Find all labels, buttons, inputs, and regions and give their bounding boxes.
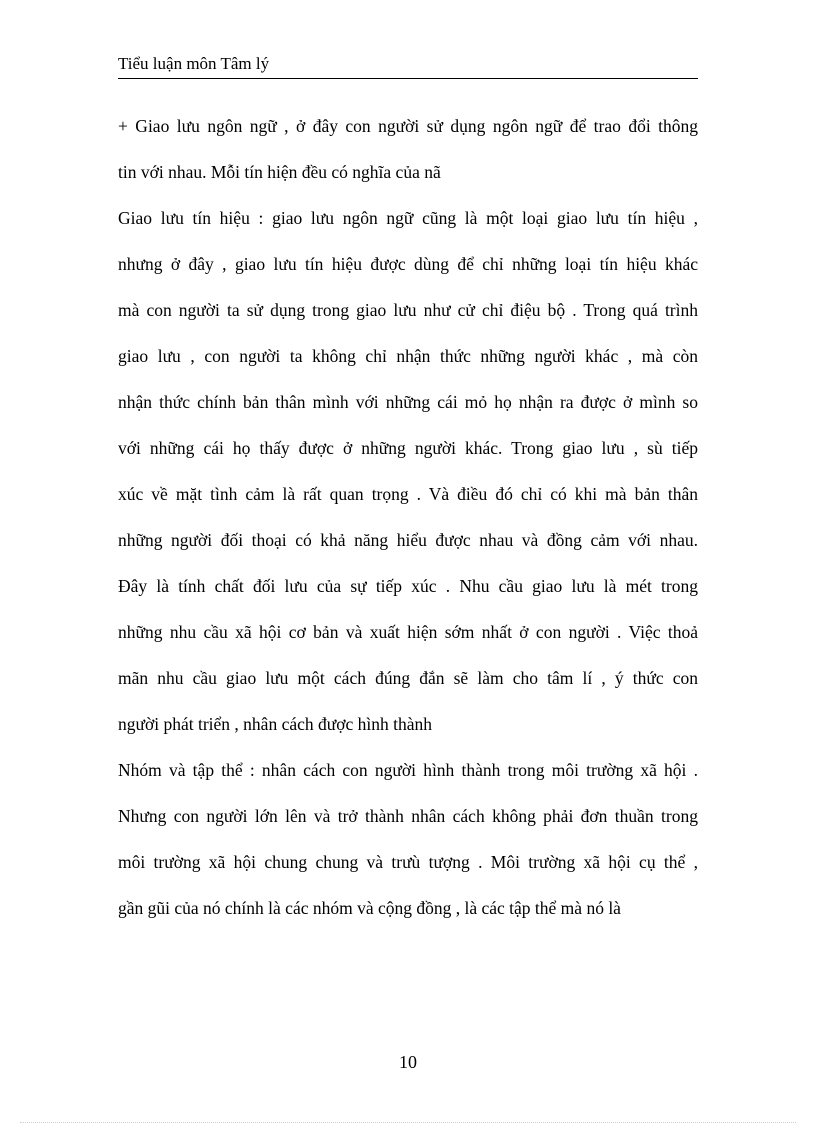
text-line: Giao lưu tín hiệu : giao lưu ngôn ngữ cũng là một loại giao lưu tín hiệu , bbox=[118, 208, 698, 228]
text-line: môi trường xã hội chung chung và trưù tượng . Môi trường xã hội cụ thể , bbox=[118, 852, 698, 872]
text-line: mãn nhu cầu giao lưu một cách đúng đắn sẽ làm cho tâm lí , ý thức con bbox=[118, 668, 698, 688]
text-line: với những cái họ thấy được ở những người khác. Trong giao lưu , sù tiếp bbox=[118, 438, 698, 458]
text-line: gần gũi của nó chính là các nhóm và cộng đồng , là các tập thể mà nó là bbox=[118, 898, 621, 918]
text-line: Nhưng con người lớn lên và trở thành nhân cách không phải đơn thuần trong bbox=[118, 806, 698, 826]
text-line: nhưng ở đây , giao lưu tín hiệu được dùng để chỉ những loại tín hiệu khác bbox=[118, 254, 698, 274]
document-body bbox=[118, 108, 698, 936]
text-line: mà con người ta sử dụng trong giao lưu như cử chỉ điệu bộ . Trong quá trình bbox=[118, 300, 698, 320]
paragraph-2 bbox=[118, 200, 698, 752]
text-line: + Giao lưu ngôn ngữ , ở đây con người sử dụng ngôn ngữ để trao đổi thông bbox=[118, 116, 698, 136]
page-number: 10 bbox=[399, 1052, 417, 1072]
text-line: Đây là tính chất đối lưu của sự tiếp xúc . Nhu cầu giao lưu là mét trong bbox=[118, 576, 698, 596]
paragraph-3 bbox=[118, 752, 698, 936]
text-line: người phát triển , nhân cách được hình thành bbox=[118, 714, 432, 734]
text-line: xúc về mặt tình cảm là rất quan trọng . Và điều đó chỉ có khi mà bản thân bbox=[118, 484, 698, 504]
text-line: giao lưu , con người ta không chỉ nhận thức những người khác , mà còn bbox=[118, 346, 698, 366]
page-header-title: Tiểu luận môn Tâm lý bbox=[118, 50, 698, 79]
paragraph-1 bbox=[118, 108, 698, 200]
text-line: Nhóm và tập thể : nhân cách con người hình thành trong môi trường xã hội . bbox=[118, 760, 698, 780]
text-line: tin với nhau. Mỗi tín hiện đều có nghĩa của nã bbox=[118, 162, 441, 182]
text-line: nhận thức chính bản thân mình với những cái mỏ họ nhận ra được ở mình so bbox=[118, 392, 698, 412]
text-line: những nhu cầu xã hội cơ bản và xuất hiện sớm nhất ở con người . Việc thoả bbox=[118, 622, 698, 642]
text-line: những người đối thoại có khả năng hiểu được nhau và đồng cảm với nhau. bbox=[118, 530, 698, 550]
